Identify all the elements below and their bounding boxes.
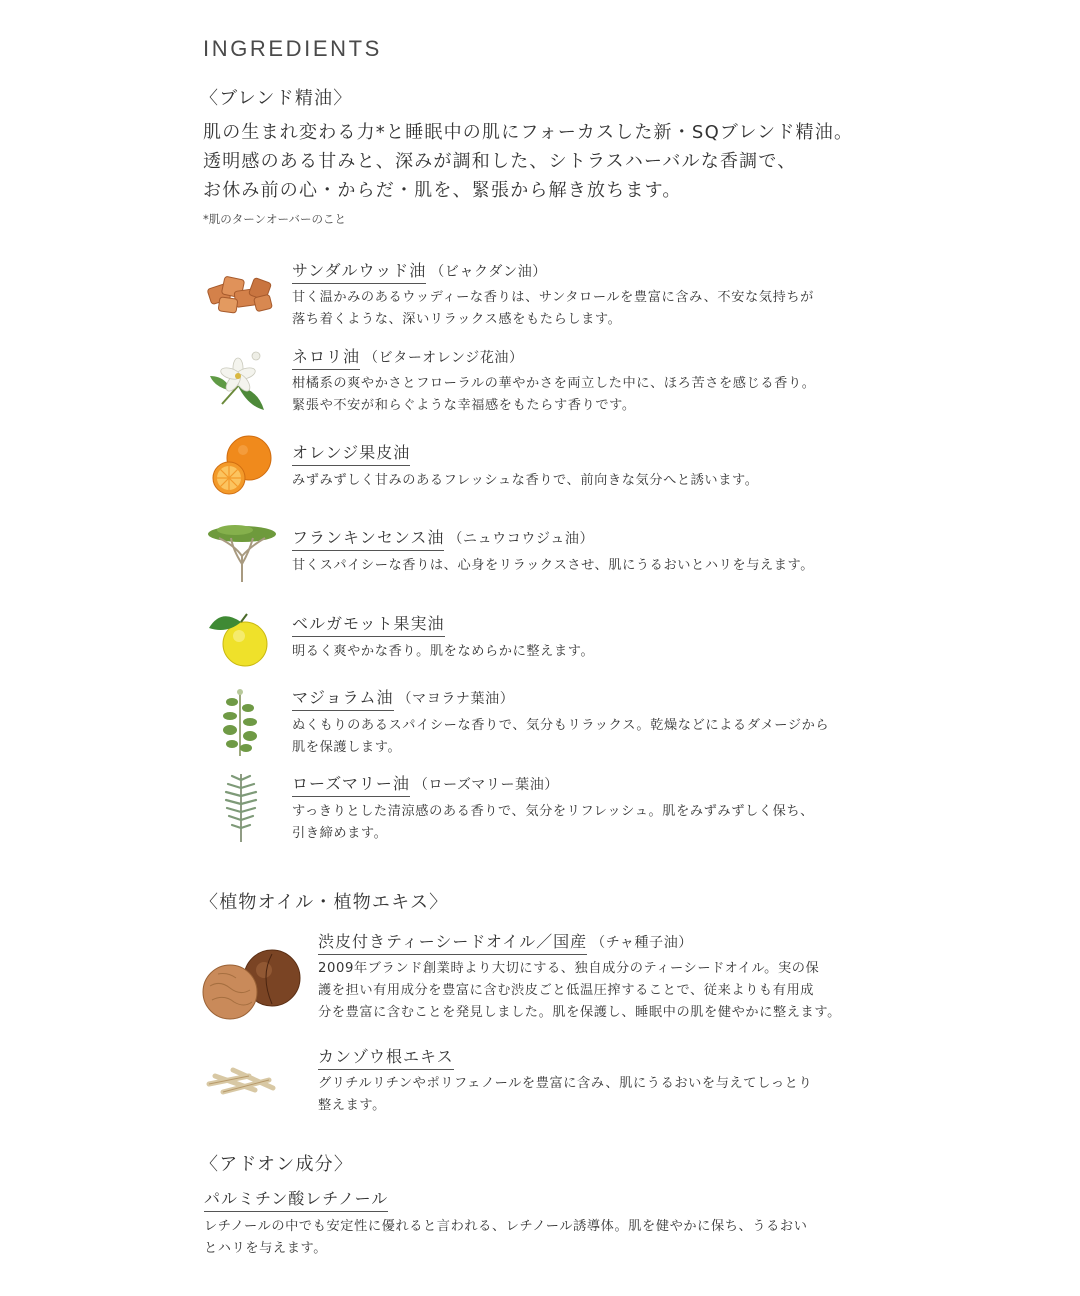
lead-line: 透明感のある甘みと、深みが調和した、シトラスハーバルな香調で、 (203, 151, 797, 172)
blend-lead (203, 118, 903, 205)
marjoram-icon (218, 688, 264, 758)
licorice-root-icon (203, 1060, 279, 1102)
frankincense-tree-icon (205, 520, 279, 584)
ingredient-description: 甘く温かみのあるウッディーな香りは、サンタロールを豊富に含み、不安な気持ちが 落ち着くような、深いリラックス感をもたらします。 (292, 290, 814, 327)
ingredient-name: カンゾウ根エキス (318, 1044, 458, 1067)
ingredient-description: 2009年ブランド創業時より大切にする、独自成分のティーシードオイル。実の保 護を担い有用成分を豊富に含む渋皮ごと低温圧搾することで、従来よりも有用成 分を豊富に含むことを発見しました。肌を保護し、睡眠中の肌を健やかに整えます。 (318, 961, 841, 1020)
ingredient-name: マジョラム油 （マヨラナ葉油） (292, 685, 514, 708)
ingredient-description: ぬくもりのあるスパイシーな香りで、気分もリラックス。乾燥などによるダメージから 肌を保護します。 (292, 718, 830, 755)
ingredient-name: サンダルウッド油 （ビャクダン油） (292, 258, 547, 281)
tea-seed-icon (200, 946, 304, 1022)
ingredient-name: オレンジ果皮油 (292, 440, 414, 463)
orange-icon (207, 432, 275, 496)
ingredient-name: ネロリ油 （ビターオレンジ花油） (292, 344, 524, 367)
section-heading-blend: 〈ブレンド精油〉 (200, 88, 353, 109)
ingredient-name: 渋皮付きティーシードオイル／国産 （チャ種子油） (318, 929, 693, 952)
ingredient-description: 柑橘系の爽やかさとフローラルの華やかさを両立した中に、ほろ苦さを感じる香り。 緊張や不安が和らぐような幸福感をもたらす香りです。 (292, 376, 816, 413)
ingredient-description: 甘くスパイシーな香りは、心身をリラックスさせ、肌にうるおいとハリを与えます。 (292, 558, 815, 573)
rosemary-icon (218, 772, 264, 844)
ingredient-description: グリチルリチンやポリフェノールを豊富に含み、肌にうるおいを与えてしっとり 整えます。 (318, 1076, 813, 1113)
ingredient-name: ローズマリー油 （ローズマリー葉油） (292, 771, 559, 794)
ingredient-description: みずみずしく甘みのあるフレッシュな香りで、前向きな気分へと誘います。 (292, 473, 759, 488)
ingredient-description: すっきりとした清涼感のある香りで、気分をリフレッシュ。肌をみずみずしく保ち、 引き締めます。 (292, 804, 814, 841)
footnote: *肌のターンオーバーのこと (203, 212, 346, 226)
sandalwood-icon (205, 268, 277, 320)
ingredient-description: レチノールの中でも安定性に優れると言われる、レチノール誘導体。肌を健やかに保ち、うるおい とハリを与えます。 (204, 1219, 808, 1256)
page-title: INGREDIENTS (203, 36, 382, 61)
bergamot-icon (207, 608, 271, 668)
section-heading-addon: 〈アドオン成分〉 (200, 1154, 354, 1175)
ingredient-description: 明るく爽やかな香り。肌をなめらかに整えます。 (292, 644, 595, 659)
section-heading-plant: 〈植物オイル・植物エキス〉 (200, 892, 449, 913)
ingredient-name: ベルガモット果実油 (292, 611, 449, 634)
neroli-flower-icon (208, 346, 270, 414)
lead-line: お休み前の心・からだ・肌を、緊張から解き放ちます。 (203, 180, 682, 201)
ingredient-name: パルミチン酸レチノール (204, 1186, 392, 1209)
ingredient-name: フランキンセンス油 （ニュウコウジュ油） (292, 525, 594, 548)
lead-line: 肌の生まれ変わる力*と睡眠中の肌にフォーカスした新・SQブレンド精油。 (203, 122, 854, 143)
